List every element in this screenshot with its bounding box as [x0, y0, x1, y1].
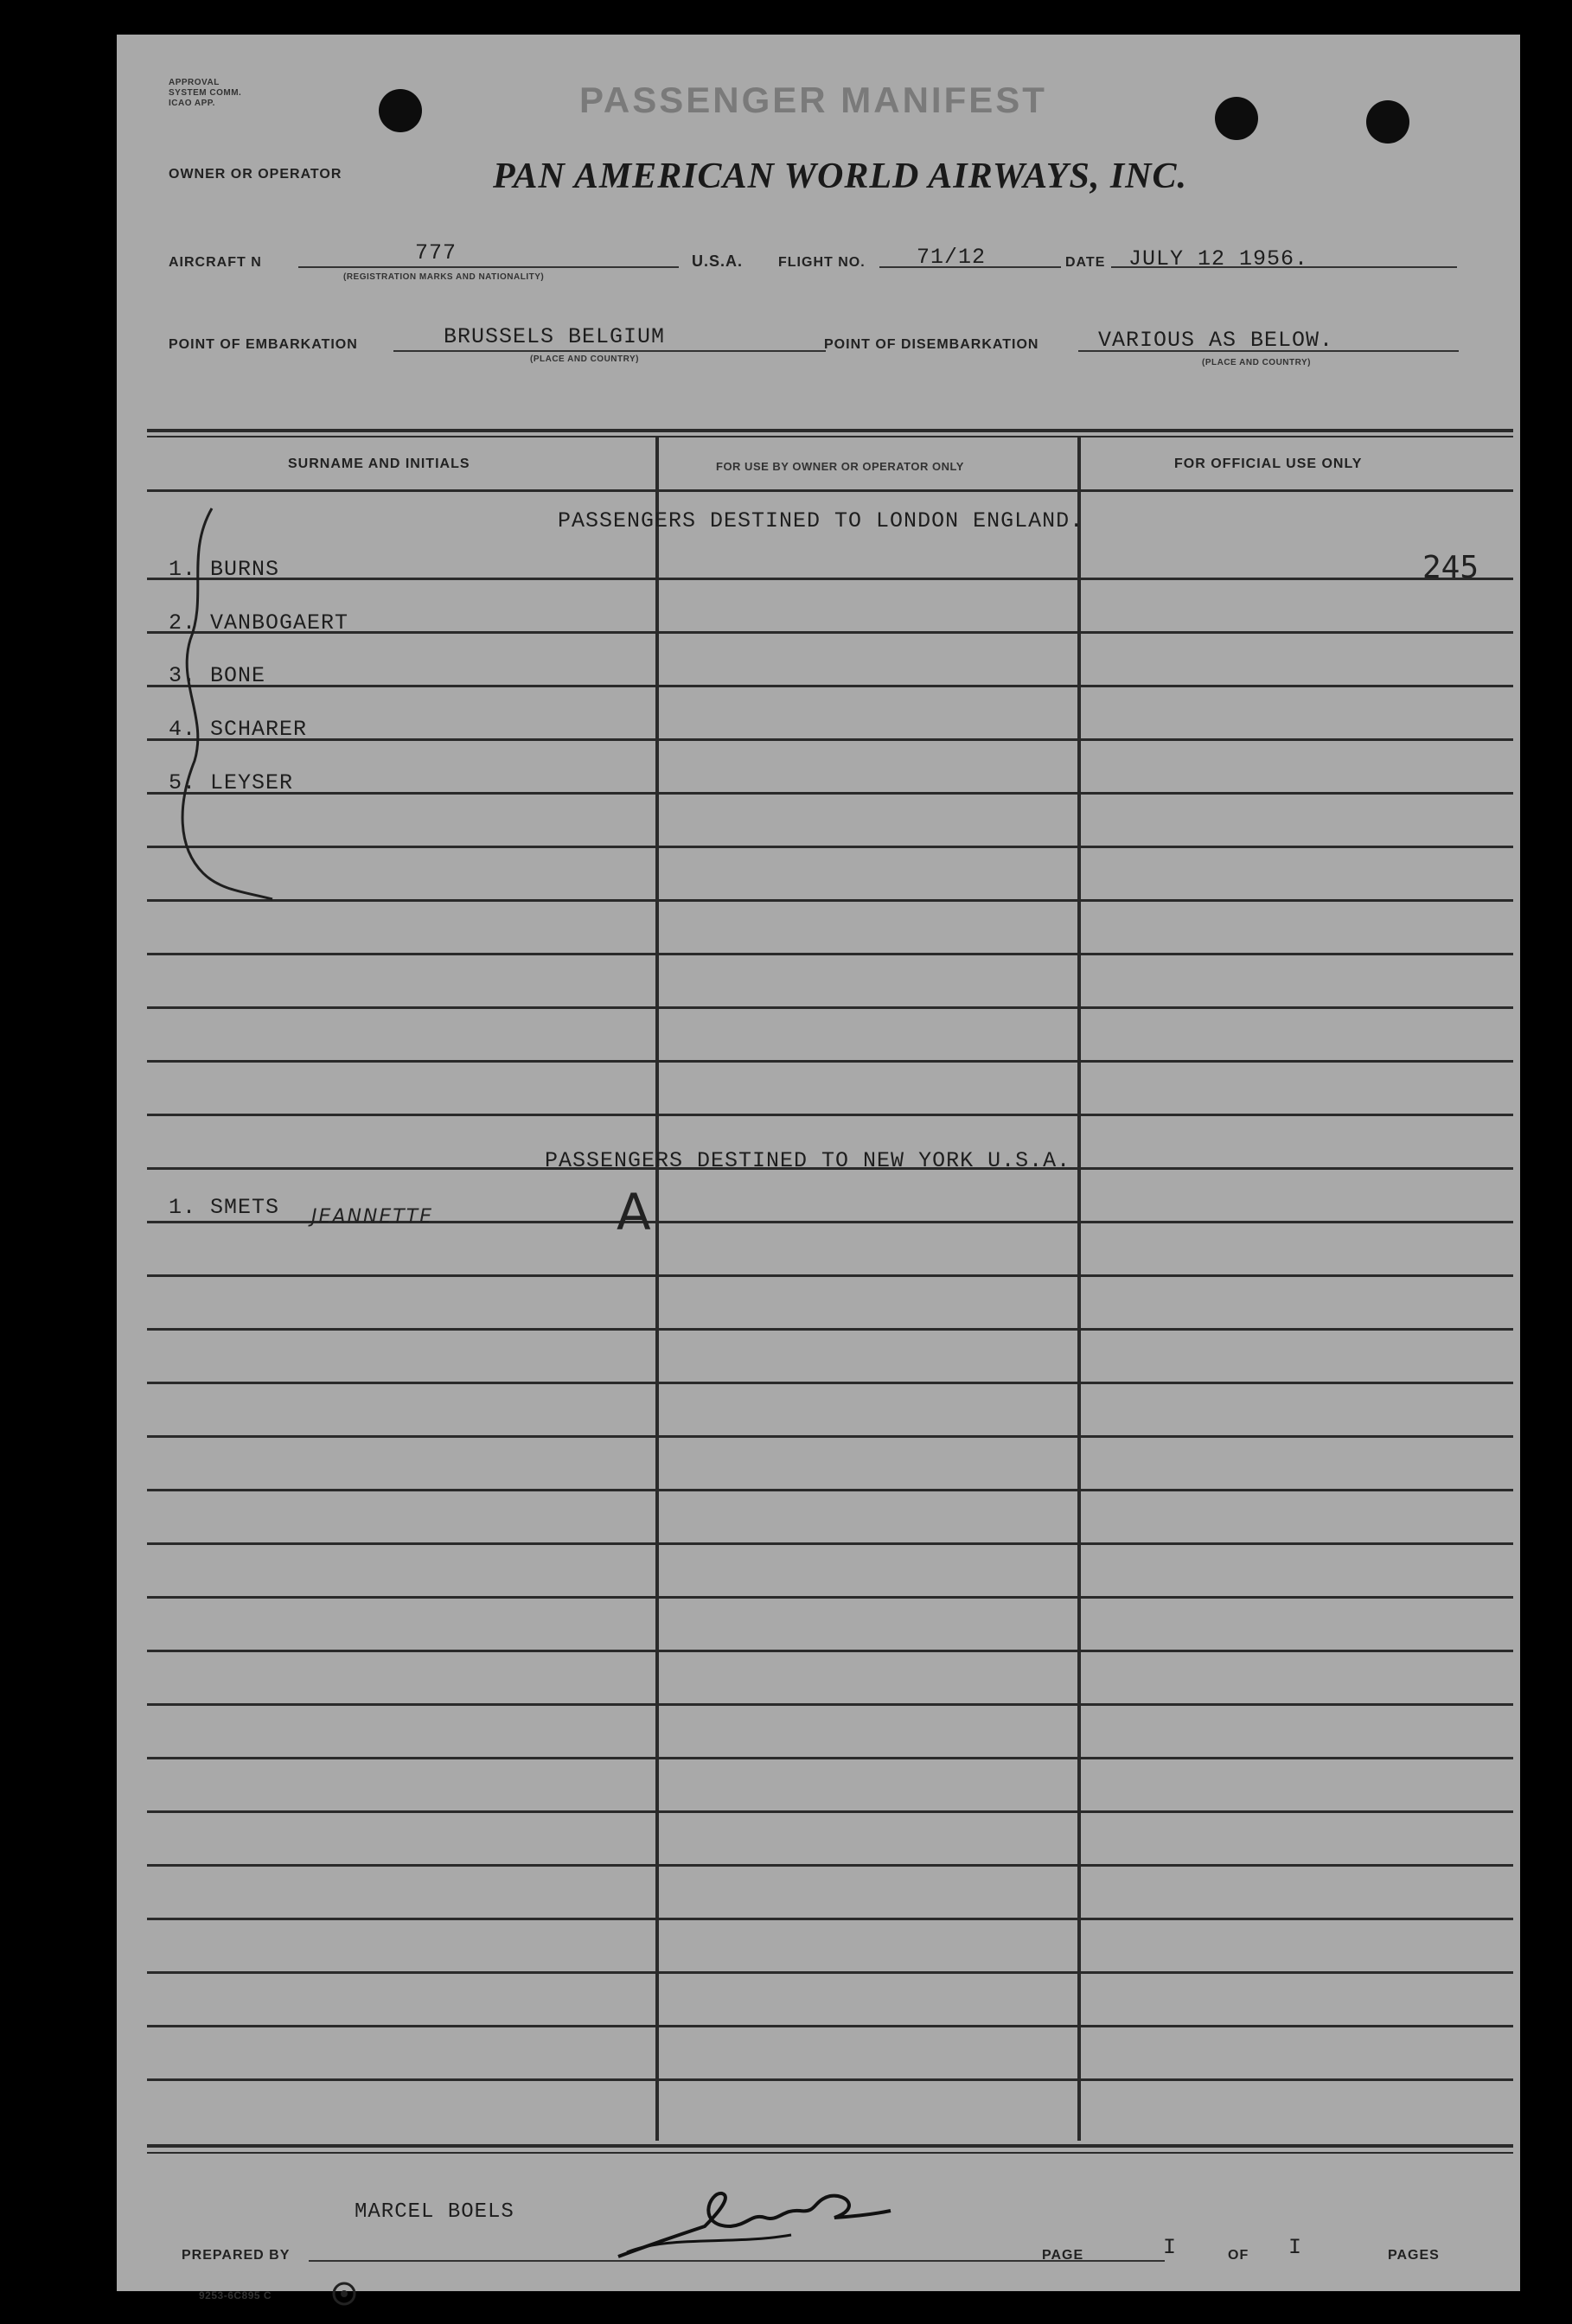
table-rule: [147, 1596, 1513, 1599]
page-title: PASSENGER MANIFEST: [579, 80, 1047, 120]
table-rule: [147, 1060, 1513, 1063]
table-rule: [147, 1435, 1513, 1438]
table-rule: [147, 1703, 1513, 1706]
table-rule: [147, 1650, 1513, 1652]
table-rule: [147, 953, 1513, 955]
column-header-owner: FOR USE BY OWNER OR OPERATOR ONLY: [716, 460, 964, 473]
column-divider: [655, 437, 659, 2141]
list-item: 3. BONE: [169, 663, 266, 688]
approval-line: ICAO APP.: [169, 99, 215, 108]
punch-hole: [379, 89, 422, 132]
table-rule: [147, 899, 1513, 902]
flight-number-label: FLIGHT NO.: [778, 255, 866, 270]
page-total: I: [1288, 2235, 1303, 2260]
of-label: OF: [1228, 2248, 1249, 2263]
official-number: 245: [1422, 550, 1479, 585]
table-rule: [147, 1114, 1513, 1116]
punch-hole: [1366, 100, 1409, 144]
owner-label: OWNER OR OPERATOR: [169, 167, 342, 182]
approval-line: APPROVAL: [169, 78, 220, 87]
table-rule: [147, 1274, 1513, 1277]
date-value: JULY 12 1956.: [1128, 246, 1309, 271]
column-header-surname: SURNAME AND INITIALS: [288, 456, 470, 471]
form-number: 9253-6C895 C: [199, 2289, 272, 2302]
table-rule: [147, 1757, 1513, 1759]
section-heading-new-york: PASSENGERS DESTINED TO NEW YORK U.S.A.: [545, 1148, 1071, 1173]
prepared-by-label: PREPARED BY: [182, 2248, 291, 2263]
column-divider: [1077, 437, 1081, 2141]
table-rule: [147, 1382, 1513, 1384]
column-header-official: FOR OFFICIAL USE ONLY: [1174, 456, 1363, 471]
embarkation-value: BRUSSELS BELGIUM: [444, 324, 666, 349]
table-rule: [147, 1328, 1513, 1331]
aircraft-label: AIRCRAFT N: [169, 255, 262, 270]
table-rule: [147, 1489, 1513, 1491]
table-rule: [147, 685, 1513, 687]
approval-line: SYSTEM COMM.: [169, 88, 242, 98]
disembarkation-label: POINT OF DISEMBARKATION: [824, 337, 1039, 352]
page-label: PAGE: [1042, 2248, 1084, 2263]
table-rule: [147, 1971, 1513, 1974]
table-rule: [147, 631, 1513, 634]
table-rule: [147, 1542, 1513, 1545]
disembarkation-value: VARIOUS AS BELOW.: [1098, 328, 1334, 353]
table-rule: [147, 1864, 1513, 1867]
country-label: U.S.A.: [692, 252, 744, 270]
list-item: 1. BURNS: [169, 557, 280, 582]
table-rule: [147, 792, 1513, 795]
table-rule: [147, 738, 1513, 741]
list-item: 1. SMETS: [169, 1195, 280, 1220]
bracket-mark: [160, 501, 298, 908]
table-rule: [147, 1810, 1513, 1813]
preparer-name: MARCEL BOELS: [355, 2200, 514, 2224]
embarkation-label: POINT OF EMBARKATION: [169, 337, 358, 352]
table-rule: [147, 489, 1513, 492]
table-rule: [147, 2025, 1513, 2027]
table-rule: [147, 2078, 1513, 2081]
table-rule: [147, 1006, 1513, 1009]
date-label: DATE: [1065, 255, 1106, 270]
place-caption: (PLACE AND COUNTRY): [1202, 358, 1311, 367]
list-item: 2. VANBOGAERT: [169, 610, 349, 635]
pages-label: PAGES: [1388, 2248, 1440, 2263]
handwritten-mark: A: [617, 1183, 651, 1242]
union-bug-icon: [331, 2281, 357, 2307]
punch-hole: [1215, 97, 1258, 140]
registration-caption: (REGISTRATION MARKS AND NATIONALITY): [343, 272, 545, 282]
operator-name: PAN AMERICAN WORLD AIRWAYS, INC.: [493, 156, 1188, 196]
flight-number: 71/12: [917, 245, 987, 270]
section-heading-london: PASSENGERS DESTINED TO LONDON ENGLAND.: [558, 508, 1084, 533]
table-rule: [147, 846, 1513, 848]
aircraft-number: 777: [415, 240, 457, 265]
handwritten-first-name: JEANNETTE: [311, 1206, 434, 1228]
table-rule: [147, 578, 1513, 580]
list-item: 4. SCHARER: [169, 717, 308, 742]
manifest-sheet: [117, 35, 1520, 2302]
place-caption: (PLACE AND COUNTRY): [530, 354, 639, 364]
page-number: I: [1163, 2235, 1178, 2260]
table-rule: [147, 1918, 1513, 1920]
signature: [601, 2174, 895, 2270]
list-item: 5. LEYSER: [169, 770, 294, 795]
